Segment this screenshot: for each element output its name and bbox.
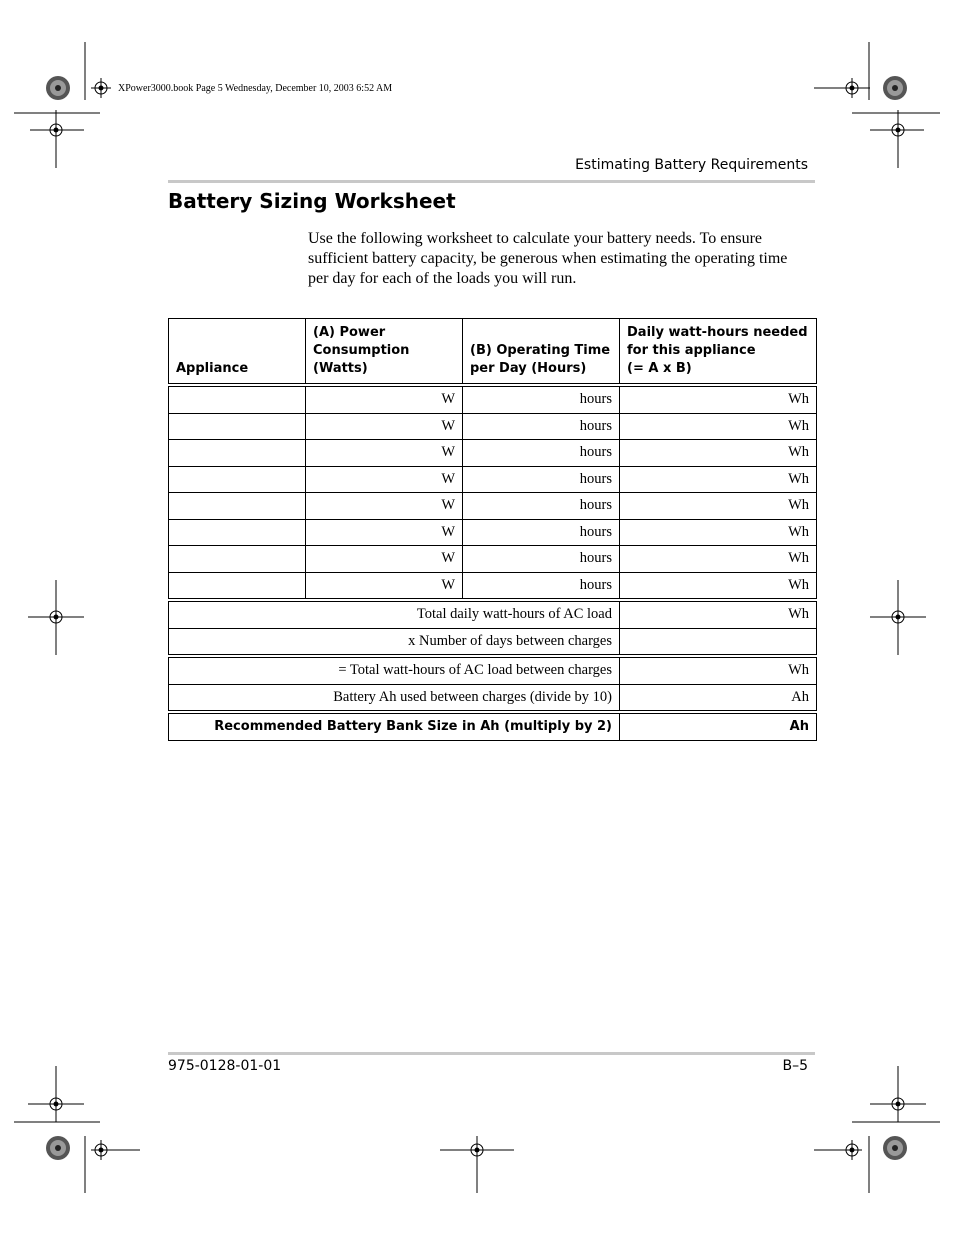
watts-cell[interactable]: W — [306, 413, 463, 440]
hours-cell[interactable]: hours — [463, 440, 620, 467]
summary-label: x Number of days between charges — [169, 628, 620, 656]
header-appliance: Appliance — [169, 319, 306, 386]
wh-cell[interactable]: Wh — [620, 493, 817, 520]
summary-label: Total daily watt-hours of AC load — [169, 600, 620, 628]
wh-cell[interactable]: Wh — [620, 546, 817, 573]
hours-cell[interactable]: hours — [463, 466, 620, 493]
wh-cell[interactable]: Wh — [620, 519, 817, 546]
summary-value-cell[interactable]: Wh — [620, 600, 817, 628]
table-row — [169, 546, 817, 573]
appliance-cell[interactable] — [169, 440, 306, 467]
appliance-cell[interactable] — [169, 385, 306, 413]
summary-value-cell[interactable]: Ah — [620, 712, 817, 740]
worksheet-table-container — [168, 318, 816, 741]
watts-cell[interactable]: W — [306, 546, 463, 573]
wh-cell[interactable]: Wh — [620, 572, 817, 600]
summary-label: Battery Ah used between charges (divide by 10) — [169, 684, 620, 712]
wh-cell[interactable]: Wh — [620, 413, 817, 440]
summary-label: = Total watt-hours of AC load between charges — [169, 656, 620, 684]
summary-value-cell[interactable]: Ah — [620, 684, 817, 712]
table-row — [169, 519, 817, 546]
appliance-cell[interactable] — [169, 546, 306, 573]
watts-cell[interactable]: W — [306, 385, 463, 413]
appliance-cell[interactable] — [169, 572, 306, 600]
summary-row-total-daily — [169, 600, 817, 628]
appliance-cell[interactable] — [169, 413, 306, 440]
watts-cell[interactable]: W — [306, 519, 463, 546]
footer-rule — [168, 1052, 815, 1055]
summary-row-days-between-charges — [169, 628, 817, 656]
running-head: Estimating Battery Requirements — [575, 157, 808, 173]
watts-cell[interactable]: W — [306, 572, 463, 600]
hours-cell[interactable]: hours — [463, 413, 620, 440]
hours-cell[interactable]: hours — [463, 519, 620, 546]
hours-cell[interactable]: hours — [463, 546, 620, 573]
watts-cell[interactable]: W — [306, 493, 463, 520]
appliance-cell[interactable] — [169, 493, 306, 520]
wh-cell[interactable]: Wh — [620, 440, 817, 467]
table-row — [169, 413, 817, 440]
summary-row-total-between-charges — [169, 656, 817, 684]
table-row — [169, 440, 817, 467]
summary-row-recommended-bank-size — [169, 712, 817, 740]
hours-cell[interactable]: hours — [463, 493, 620, 520]
table-row — [169, 493, 817, 520]
header-power: (A) Power Consumption (Watts) — [306, 319, 463, 386]
table-header-row — [169, 319, 817, 386]
watts-cell[interactable]: W — [306, 440, 463, 467]
page-number: B–5 — [782, 1058, 808, 1074]
watts-cell[interactable]: W — [306, 466, 463, 493]
print-slug: XPower3000.book Page 5 Wednesday, December 10, 2003 6:52 AM — [118, 83, 393, 94]
wh-cell[interactable]: Wh — [620, 385, 817, 413]
header-daily-watt-hours: Daily watt-hours needed for this appliance (= A x B) — [620, 319, 817, 386]
summary-value-cell[interactable] — [620, 628, 817, 656]
document-number: 975-0128-01-01 — [168, 1058, 282, 1074]
appliance-cell[interactable] — [169, 519, 306, 546]
hours-cell[interactable]: hours — [463, 572, 620, 600]
intro-paragraph: Use the following worksheet to calculate your battery needs. To ensure sufficient battery capacity, be generous when estimating the operating time per day for each of the loads you will run. — [308, 230, 788, 287]
wh-cell[interactable]: Wh — [620, 466, 817, 493]
table-row — [169, 385, 817, 413]
table-row — [169, 572, 817, 600]
summary-value-cell[interactable]: Wh — [620, 656, 817, 684]
header-rule — [168, 180, 815, 183]
summary-label: Recommended Battery Bank Size in Ah (multiply by 2) — [169, 712, 620, 740]
summary-row-battery-ah-used — [169, 684, 817, 712]
battery-sizing-table — [168, 318, 817, 741]
header-operating-time: (B) Operating Time per Day (Hours) — [463, 319, 620, 386]
page-title: Battery Sizing Worksheet — [168, 189, 456, 213]
hours-cell[interactable]: hours — [463, 385, 620, 413]
table-row — [169, 466, 817, 493]
appliance-cell[interactable] — [169, 466, 306, 493]
